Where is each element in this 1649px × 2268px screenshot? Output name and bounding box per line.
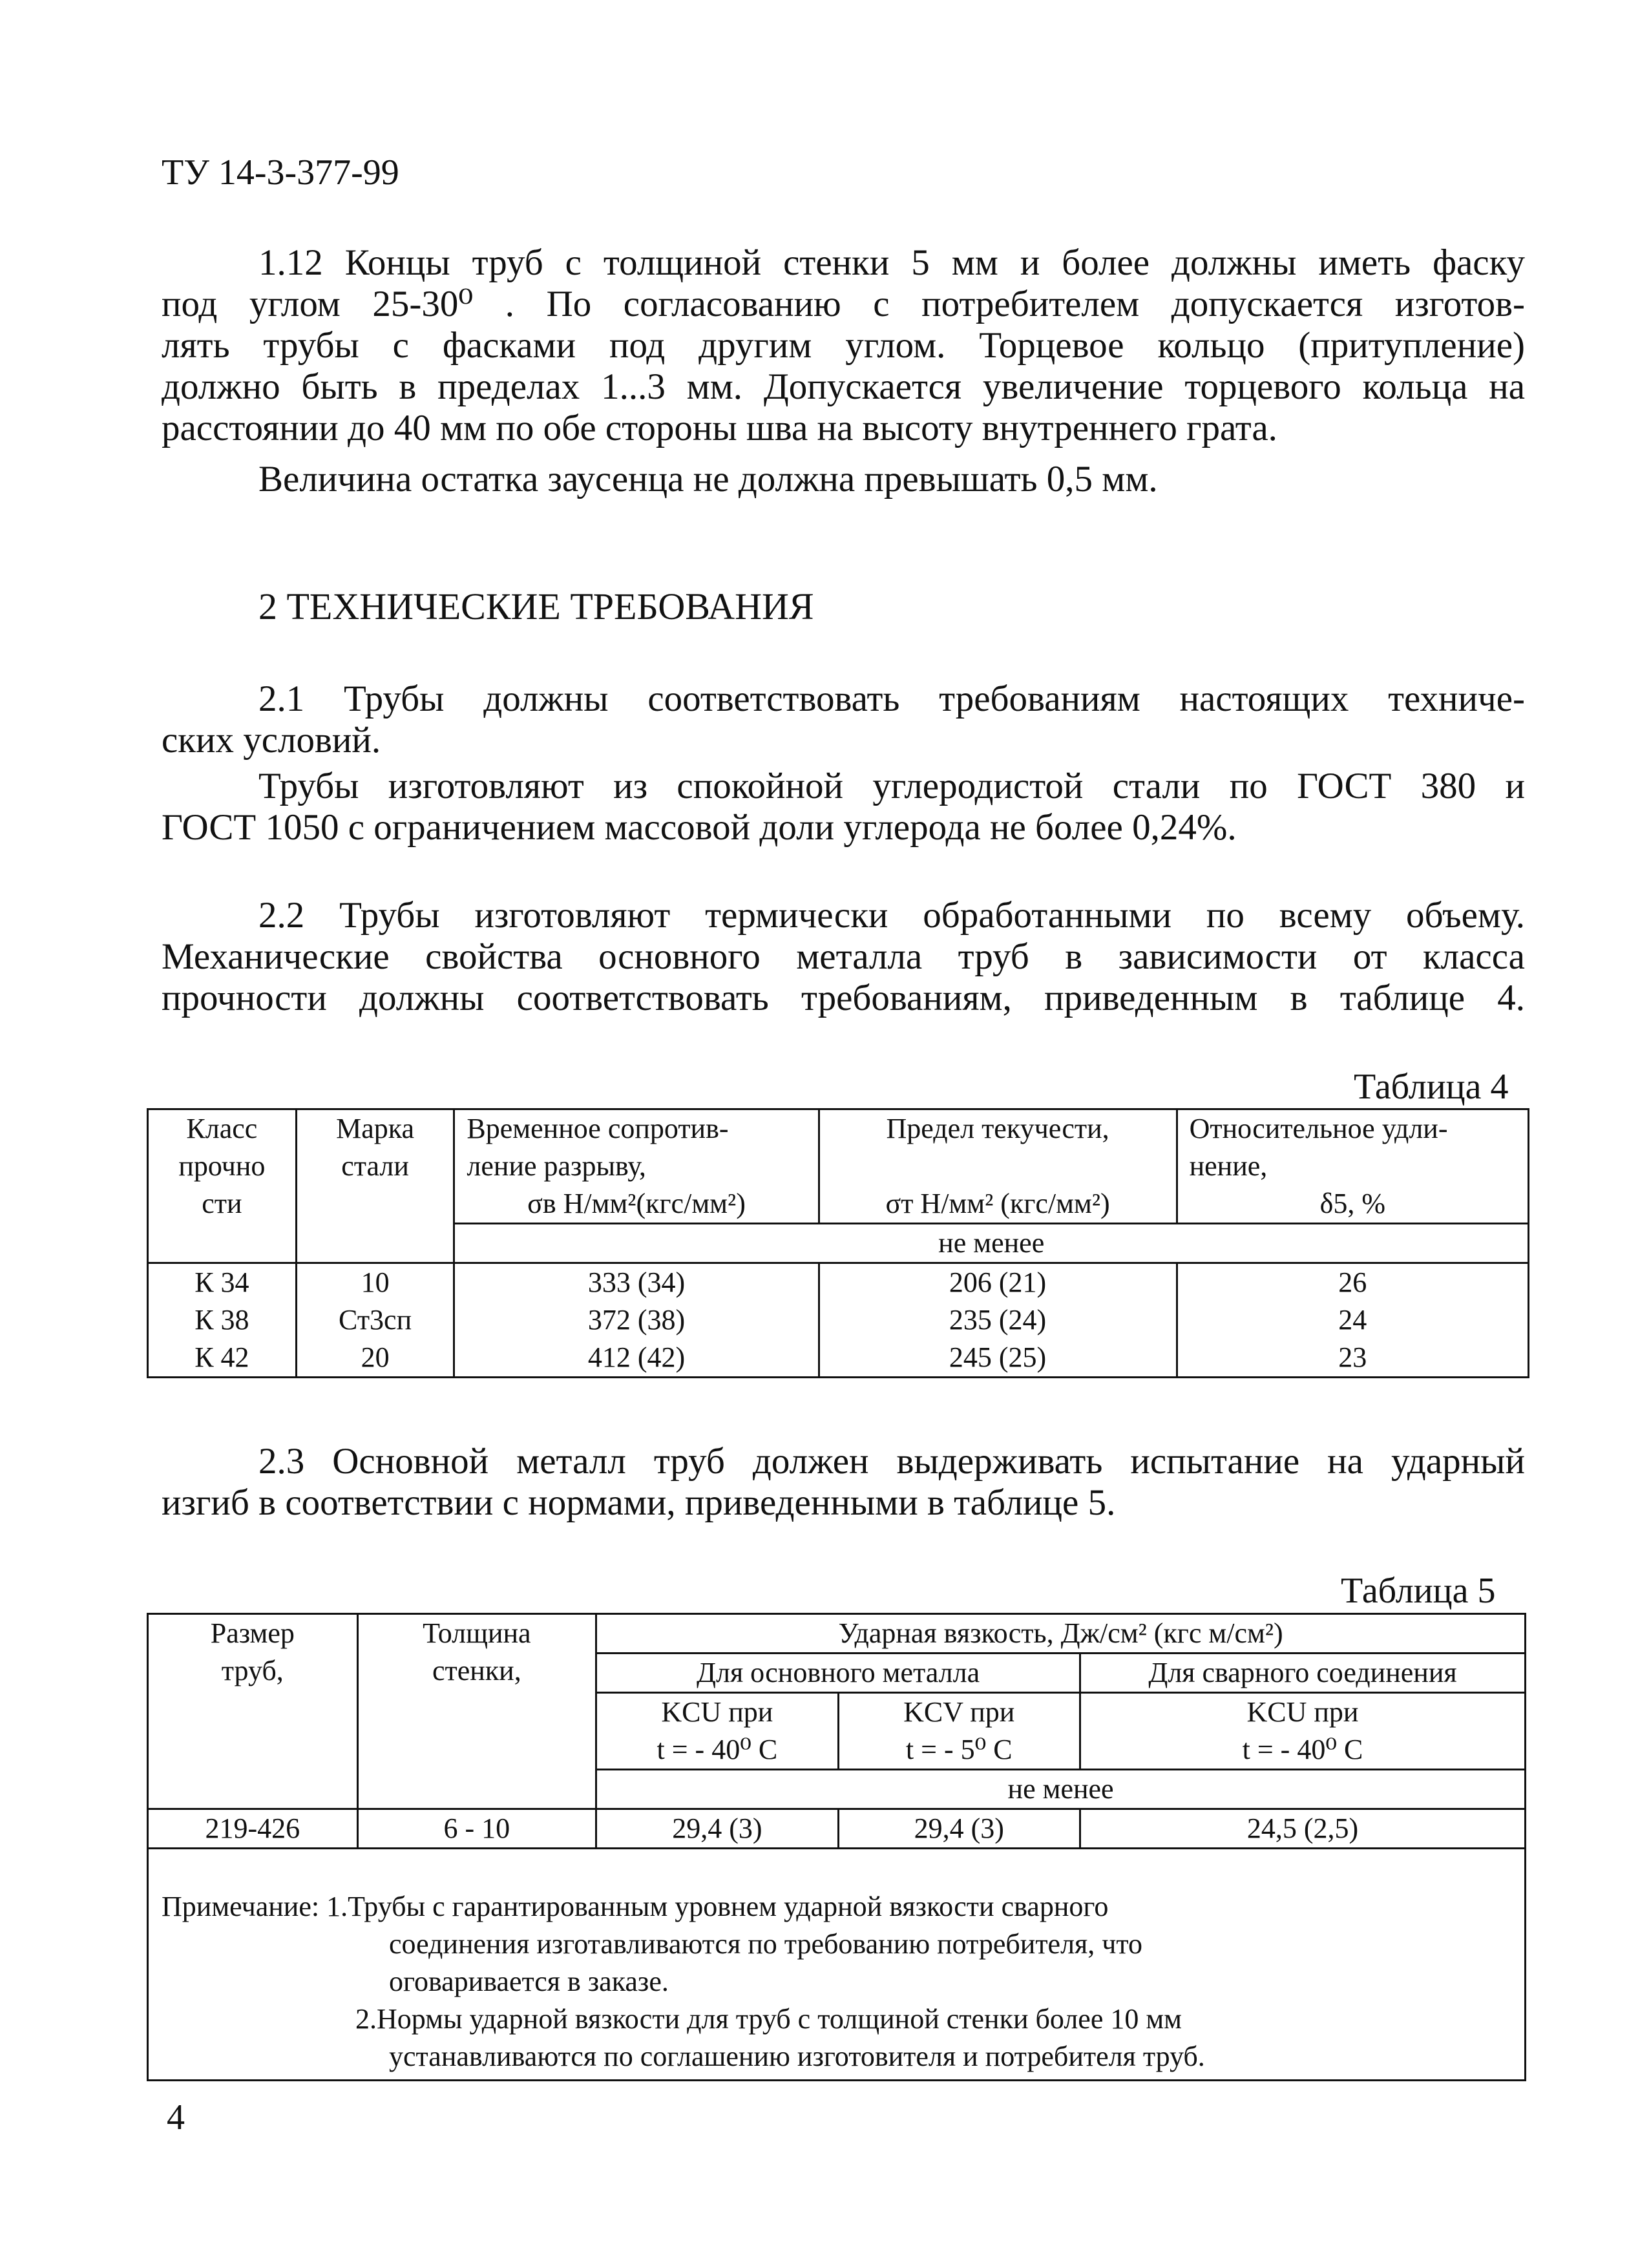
header-yield: Предел текучести, σт Н/мм² (кгс/мм²) <box>819 1109 1177 1224</box>
page-number: 4 <box>167 2097 185 2137</box>
header-base-metal: Для основного металла <box>596 1654 1080 1693</box>
table-header-row <box>148 1109 1529 1224</box>
note-label: Примечание: <box>162 1891 327 1922</box>
note-1-line: оговаривается в заказе. <box>389 1966 669 1997</box>
grade-column: 10 Ст3сп 20 <box>296 1263 454 1378</box>
note-2-line: устанавливаются по соглашению изготовителя и потребителя труб. <box>389 2041 1205 2072</box>
cell-kcu: 29,4 (3) <box>596 1809 838 1849</box>
not-less-label: не менее <box>454 1224 1529 1263</box>
text-line: 2.2 Трубы изготовляют термически обработанными по всему объему. <box>258 895 1525 936</box>
cell-kcv: 29,4 (3) <box>838 1809 1080 1849</box>
text-line: прочности должны соответствовать требованиям, приведенным в таблице 4. <box>162 978 1525 1018</box>
table-note <box>148 1849 1526 2081</box>
class-column: К 34 К 38 К 42 <box>148 1263 297 1378</box>
header-grade: Марка стали <box>296 1109 454 1263</box>
text-line: расстоянии до 40 мм по обе стороны шва на высоту внутреннего грата. <box>162 408 1277 448</box>
table-body <box>148 1263 1529 1378</box>
header-wall: Толщина стенки, <box>357 1614 596 1809</box>
text-line: 2.1 Трубы должны соответствовать требованиям настоящих техниче- <box>258 678 1525 719</box>
cell-weld: 24,5 (2,5) <box>1080 1809 1525 1849</box>
header-weld: Для сварного соединения <box>1080 1654 1525 1693</box>
table-header-row <box>148 1614 1526 1654</box>
text-line: 2.3 Основной металл труб должен выдерживать испытание на ударный <box>258 1441 1525 1482</box>
text-line: лять трубы с фасками под другим углом. Торцевое кольцо (притупление) <box>162 325 1525 366</box>
header-size: Размер труб, <box>148 1614 358 1809</box>
table-note-row <box>148 1849 1526 2081</box>
header-tensile: Временное сопротив- ление разрыву, σв Н/мм²(кгс/мм²) <box>454 1109 819 1224</box>
text-line: Трубы изготовляют из спокойной углеродистой стали по ГОСТ 380 и <box>258 766 1525 806</box>
not-less-label: не менее <box>596 1770 1526 1809</box>
paragraph-2-1b <box>162 766 1525 848</box>
yield-column: 206 (21) 235 (24) 245 (25) <box>819 1263 1177 1378</box>
note-1-line: Трубы с гарантированным уровнем ударной вязкости сварного <box>348 1891 1109 1922</box>
text-line: 1.12 Концы труб с толщиной стенки 5 мм и более должны иметь фаску <box>258 242 1525 283</box>
note-2-line: Нормы ударной вязкости для труб с толщиной стенки более 10 мм <box>377 2003 1182 2035</box>
note-number: 1. <box>326 1891 348 1922</box>
paragraph-2-3 <box>162 1441 1525 1524</box>
text-line: Механические свойства основного металла труб в зависимости от класса <box>162 936 1525 977</box>
header-kcu-weld: KCU при t = - 40⁰ С <box>1080 1693 1525 1770</box>
header-kcu-base: KCU при t = - 40⁰ С <box>596 1693 838 1770</box>
text-line: ГОСТ 1050 с ограничением массовой доли углерода не более 0,24%. <box>162 807 1237 848</box>
text-line: под углом 25-30⁰ . По согласованию с потребителем допускается изготов- <box>162 284 1525 324</box>
paragraph-2-1 <box>162 678 1525 761</box>
text-line: ских условий. <box>162 720 381 761</box>
table-4 <box>147 1108 1529 1378</box>
tensile-column: 333 (34) 372 (38) 412 (42) <box>454 1263 819 1378</box>
header-elongation: Относительное удли- нение, δ5, % <box>1177 1109 1528 1224</box>
note-number: 2. <box>355 2003 377 2035</box>
cell-wall: 6 - 10 <box>357 1809 596 1849</box>
header-kcv-base: KCV при t = - 5⁰ С <box>838 1693 1080 1770</box>
table-5-caption: Таблица 5 <box>1341 1571 1496 1611</box>
note-1-line: соединения изготавливаются по требованию потребителя, что <box>389 1928 1143 1960</box>
text-line: изгиб в соответствии с нормами, приведенными в таблице 5. <box>162 1482 1116 1523</box>
document-code: ТУ 14-3-377-99 <box>162 152 399 193</box>
elongation-column: 26 24 23 <box>1177 1263 1528 1378</box>
table-5 <box>147 1613 1526 2081</box>
cell-size: 219-426 <box>148 1809 358 1849</box>
section-title: 2 ТЕХНИЧЕСКИЕ ТРЕБОВАНИЯ <box>258 585 814 627</box>
text-line: должно быть в пределах 1...3 мм. Допускается увеличение торцевого кольца на <box>162 366 1525 407</box>
table-4-caption: Таблица 4 <box>1354 1067 1509 1107</box>
table-row <box>148 1809 1526 1849</box>
header-impact: Ударная вязкость, Дж/см² (кгс м/см²) <box>596 1614 1526 1654</box>
paragraph-1-12 <box>162 242 1525 449</box>
paragraph-burr: Величина остатка заусенца не должна превышать 0,5 мм. <box>258 459 1158 499</box>
header-class: Класс прочно сти <box>148 1109 297 1263</box>
paragraph-2-2 <box>162 895 1525 1019</box>
